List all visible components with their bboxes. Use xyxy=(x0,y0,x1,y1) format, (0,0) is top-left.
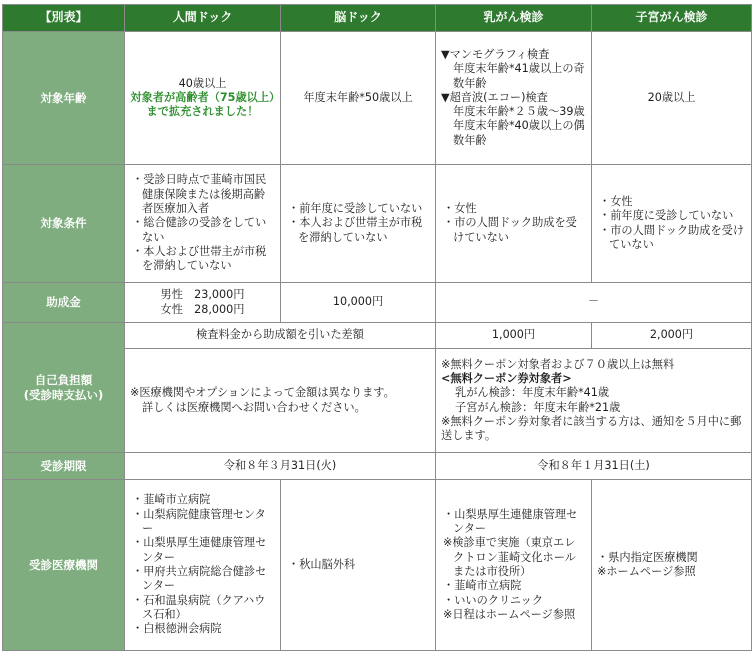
header-nou-dock: 脳ドック xyxy=(281,5,436,32)
subsidy-table xyxy=(2,4,752,651)
cell-nou-subsidy: 10,000円 xyxy=(281,283,436,323)
echo-title: ▼超音波(エコー)検査 xyxy=(441,90,548,104)
row-institutions xyxy=(3,480,752,651)
cell-nou-institutions xyxy=(281,480,436,651)
list-item: ・石和温泉病院（クアハウス石和） xyxy=(132,593,266,621)
cell-shikyu-fee: 2,000円 xyxy=(592,323,752,349)
mammo-title: ▼マンモグラフィ検査 xyxy=(441,47,550,61)
cell-ningen-institutions xyxy=(125,480,281,651)
mammo-detail: 年度末年齢*41歳以上の奇数年齢 xyxy=(453,62,585,90)
cell-cancer-period: 令和８年１月31日(土) xyxy=(436,453,752,480)
subsidy-male: 男性 23,000円 xyxy=(160,288,245,302)
cell-cancer-copay-note xyxy=(436,349,752,453)
ningen-age-value: 40歳以上 xyxy=(178,76,227,90)
label-institutions: 受診医療機関 xyxy=(3,480,125,651)
shikyu-institution-1: ・県内指定医療機関 xyxy=(597,550,698,564)
row-period xyxy=(3,453,752,480)
list-item: ・秋山脳外科 xyxy=(288,557,356,571)
cell-shikyu-conditions xyxy=(592,165,752,283)
cell-nyugan-institutions xyxy=(436,480,592,651)
cell-cancer-subsidy: － xyxy=(436,283,752,323)
echo-detail-2: 年度末年齢*40歳以上の偶数年齢 xyxy=(453,119,585,147)
header-shikyugan: 子宮がん検診 xyxy=(592,5,752,32)
list-item: ・韮崎市立病院 xyxy=(132,493,211,507)
list-item: ・白根徳洲会病院 xyxy=(132,622,222,636)
cancer-note-1: ※無料クーポン対象者および７０歳以上は無料 xyxy=(441,357,675,371)
shikyu-institution-2: ※ホームページ参照 xyxy=(597,565,696,578)
list-item: ・前年度に受診していない xyxy=(599,209,734,223)
cell-ningen-subsidy xyxy=(125,283,281,323)
cancer-note-2: ※無料クーポン券対象者に該当する方は、通知を５月中に郵送します。 xyxy=(441,414,742,443)
header-row xyxy=(3,5,752,32)
header-ningen-dock: 人間ドック xyxy=(125,5,281,32)
list-item: ・市の人間ドック助成を受けていない xyxy=(443,216,577,244)
cell-dock-copay: 検査料金から助成額を引いた差額 xyxy=(125,323,436,349)
cell-nyugan-age xyxy=(436,32,592,165)
list-item: ・受診日時点で韮崎市国民健康保険または後期高齢者医療加入者 xyxy=(132,173,267,215)
label-target-age: 対象年齢 xyxy=(3,32,125,165)
label-copay: 自己負担額 (受診時支払い) xyxy=(3,323,125,453)
cell-nyugan-fee: 1,000円 xyxy=(436,323,592,349)
list-item: ・韮崎市立病院 xyxy=(443,579,522,593)
list-item: ・いいのクリニック xyxy=(443,593,544,607)
coupon-title: <無料クーポン券対象者> xyxy=(441,371,572,385)
row-copay-top xyxy=(3,323,752,349)
cell-dock-period: 令和８年３月31日(火) xyxy=(125,453,436,480)
cell-shikyu-age: 20歳以上 xyxy=(592,32,752,165)
row-subsidy xyxy=(3,283,752,323)
cell-ningen-age xyxy=(125,32,281,165)
list-item: ・山梨病院健康管理センター xyxy=(132,507,266,536)
dock-note-2: 詳しくは医療機関へお問い合わせください。 xyxy=(142,400,366,414)
list-item: ・前年度に受診していない xyxy=(288,202,423,215)
label-conditions: 対象条件 xyxy=(3,165,125,283)
dock-note-1: ※医療機関やオプションによって金額は異なります。 xyxy=(130,386,395,400)
cell-nou-conditions xyxy=(281,165,436,283)
ningen-age-note: 対象者が高齢者（75歳以上）まで拡充されました！ xyxy=(130,90,275,119)
list-item: ※検診車で実施（東京エレクトロン韮崎文化ホールまたは市役所） xyxy=(443,536,576,578)
list-item: ・市の人間ドック助成を受けていない xyxy=(599,223,745,251)
cell-dock-copay-note xyxy=(125,349,436,453)
list-item: ・女性 xyxy=(599,194,633,208)
list-item: ・甲府共立病院総合健診センター xyxy=(132,565,267,593)
header-corner: 【別表】 xyxy=(3,5,125,32)
label-subsidy: 助成金 xyxy=(3,283,125,323)
header-nyugan: 乳がん検診 xyxy=(436,5,592,32)
cell-nou-age: 年度末年齢*50歳以上 xyxy=(281,32,436,165)
list-item: ・本人および世帯主が市税を滞納していない xyxy=(132,244,267,273)
cell-shikyu-institutions xyxy=(592,480,752,651)
coupon-shikyu: 子宮がん検診：年度末年齢*21歳 xyxy=(455,400,621,414)
cell-ningen-conditions xyxy=(125,165,281,283)
list-item: ・山梨県厚生連健康管理センター xyxy=(443,507,578,536)
subsidy-female: 女性 28,000円 xyxy=(160,302,245,316)
row-target-age xyxy=(3,32,752,165)
cell-nyugan-conditions xyxy=(436,165,592,283)
coupon-nyugan: 乳がん検診：年度末年齢*41歳 xyxy=(455,386,610,400)
list-item: ※日程はホームページ参照 xyxy=(443,607,576,621)
echo-detail-1: 年度末年齢*２５歳～39歳 xyxy=(453,105,585,119)
list-item: ・総合健診の受診をしていない xyxy=(132,216,267,244)
list-item: ・山梨県厚生連健康管理センター xyxy=(132,536,267,564)
label-period: 受診期限 xyxy=(3,453,125,480)
list-item: ・本人および世帯主が市税を滞納していない xyxy=(288,216,423,244)
list-item: ・女性 xyxy=(443,202,477,215)
row-conditions xyxy=(3,165,752,283)
